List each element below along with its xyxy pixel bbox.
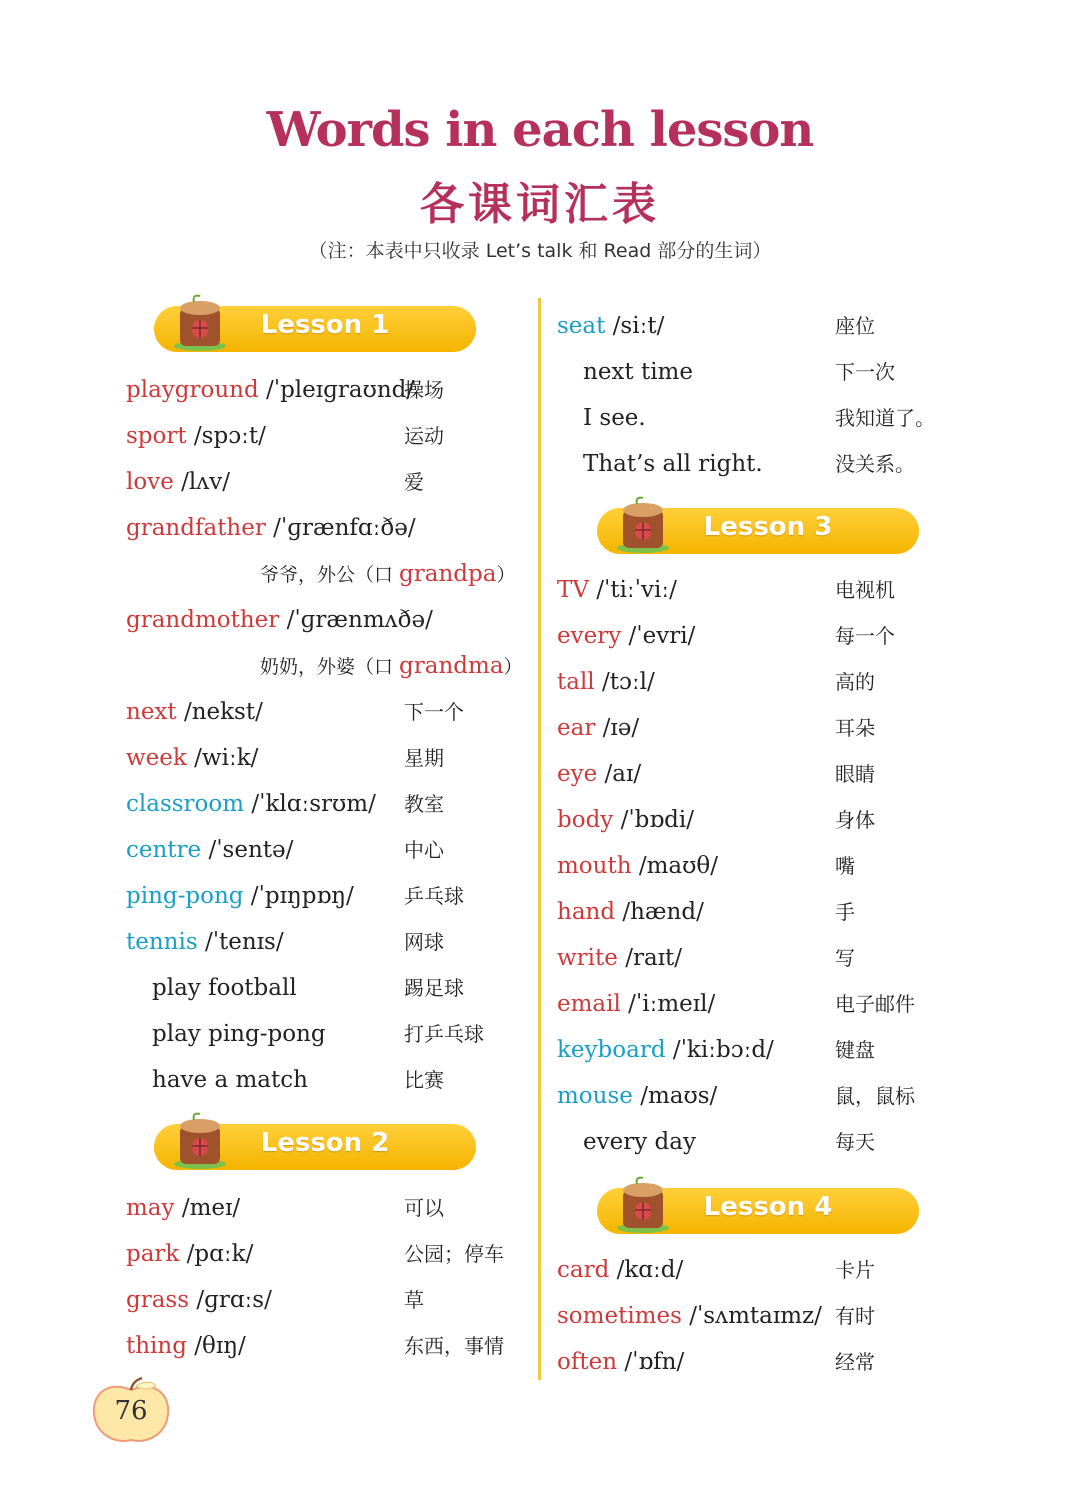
vocab-row — [126, 462, 230, 502]
vocab-meaning: 手 — [835, 900, 855, 924]
vocab-meaning: 下一次 — [835, 360, 895, 384]
vocab-meaning: 可以 — [404, 1196, 444, 1220]
vocab-row — [126, 416, 266, 456]
phrase-text: have a match — [152, 1067, 308, 1093]
phrase-text: play football — [152, 975, 297, 1001]
vocab-phonetic: /ɪə/ — [595, 715, 640, 741]
vocab-phonetic: /ˈevri/ — [621, 623, 696, 649]
lesson-3-title: Lesson 3 — [703, 512, 833, 542]
vocab-row — [557, 1342, 684, 1382]
meaning-text: 爷爷，外公（口 — [260, 564, 400, 586]
vocab-meaning: 经常 — [835, 1350, 875, 1374]
lesson-2-title: Lesson 2 — [260, 1128, 390, 1158]
vocab-phonetic: /ˈbɒdi/ — [613, 807, 694, 833]
vocab-meaning: 鼠，鼠标 — [835, 1084, 915, 1108]
vocab-phonetic: /ˈtiːˈviː/ — [588, 577, 677, 603]
vocab-word: playground — [126, 377, 259, 403]
vocab-word: mouse — [557, 1083, 633, 1109]
lesson-1-banner — [154, 300, 476, 346]
vocab-meaning: 网球 — [404, 930, 444, 954]
vocab-word: grass — [126, 1287, 190, 1313]
vocab-phonetic: /wiːk/ — [186, 745, 259, 771]
vocab-word: thing — [126, 1333, 187, 1359]
vocab-phonetic: /tɔːl/ — [594, 669, 655, 695]
column-divider — [538, 298, 541, 1380]
vocab-phonetic: /ɡrɑːs/ — [189, 1287, 272, 1313]
meaning-text: 奶奶，外婆（口 — [260, 656, 400, 678]
vocab-meaning: 键盘 — [835, 1038, 875, 1062]
vocab-word: love — [126, 469, 174, 495]
vocab-phonetic: /hænd/ — [615, 899, 704, 925]
vocab-word: eye — [557, 761, 598, 787]
vocab-word: keyboard — [557, 1037, 666, 1063]
vocab-meaning: 操场 — [404, 378, 444, 402]
vocab-word: seat — [557, 313, 606, 339]
vocab-phonetic: /meɪ/ — [174, 1195, 241, 1221]
meaning-text: ） — [503, 656, 523, 678]
vocab-word: card — [557, 1257, 610, 1283]
vocab-phonetic: /spɔːt/ — [186, 423, 266, 449]
vocab-meaning: 卡片 — [835, 1258, 875, 1282]
page-note: （注：本表中只收录 Let’s talk 和 Read 部分的生词） — [308, 240, 772, 262]
colloquial-word: grandpa — [399, 561, 497, 587]
vocab-word: often — [557, 1349, 618, 1375]
page-title: Words in each lesson — [266, 102, 814, 158]
vocab-word: next — [126, 699, 177, 725]
phrase-text: I see. — [583, 405, 646, 431]
vocab-meaning: 乒乓球 — [404, 884, 464, 908]
vocab-row — [126, 508, 416, 548]
vocab-row — [126, 1326, 246, 1366]
vocab-meaning: 眼睛 — [835, 762, 875, 786]
vocab-phonetic: /maʊθ/ — [631, 853, 718, 879]
vocab-word: tall — [557, 669, 595, 695]
vocab-word: week — [126, 745, 187, 771]
vocab-phonetic: /ˈpleɪɡraʊnd/ — [258, 377, 415, 403]
vocab-phonetic: /ˈsentə/ — [201, 837, 294, 863]
vocab-row — [126, 1280, 272, 1320]
vocab-meaning: 打乒乓球 — [404, 1022, 484, 1046]
vocab-word: centre — [126, 837, 202, 863]
vocab-meaning: 座位 — [835, 314, 875, 338]
vocab-word: may — [126, 1195, 175, 1221]
vocab-phonetic: /aɪ/ — [597, 761, 642, 787]
vocab-meaning: 没关系。 — [835, 452, 915, 476]
vocab-row — [126, 830, 293, 870]
vocab-meaning: 每一个 — [835, 624, 895, 648]
vocab-row — [126, 1188, 240, 1228]
vocab-phonetic: /ˈɒfn/ — [617, 1349, 685, 1375]
vocab-phonetic: /maʊs/ — [632, 1083, 718, 1109]
vocab-row — [557, 846, 718, 886]
vocab-row — [126, 370, 414, 410]
vocab-word: body — [557, 807, 614, 833]
vocab-meaning: 东西，事情 — [404, 1334, 504, 1358]
vocab-phonetic: /pɑːk/ — [179, 1241, 254, 1267]
vocab-phonetic: /siːt/ — [605, 313, 665, 339]
vocab-phonetic: /θɪŋ/ — [186, 1333, 246, 1359]
vocab-row — [126, 692, 263, 732]
vocab-phonetic: /ˈiːmeɪl/ — [620, 991, 716, 1017]
vocab-row — [557, 570, 677, 610]
vocab-word: classroom — [126, 791, 245, 817]
vocab-row — [557, 892, 704, 932]
vocab-row — [126, 784, 376, 824]
vocab-phonetic: /kɑːd/ — [609, 1257, 684, 1283]
vocab-phonetic: /ˈtenɪs/ — [197, 929, 284, 955]
vocab-phonetic: /lʌv/ — [173, 469, 230, 495]
vocab-meaning: 比赛 — [404, 1068, 444, 1092]
lesson-4-banner — [597, 1182, 919, 1228]
vocab-meaning: 我知道了。 — [835, 406, 935, 430]
vocab-word: sport — [126, 423, 187, 449]
vocab-row — [557, 1250, 683, 1290]
vocab-row — [126, 922, 284, 962]
vocab-meaning: 星期 — [404, 746, 444, 770]
vocab-row — [557, 708, 639, 748]
vocab-meaning: 耳朵 — [835, 716, 875, 740]
vocab-row — [557, 1030, 774, 1070]
page-number: 76 — [114, 1396, 148, 1426]
phrase-text: play ping-pong — [152, 1021, 326, 1047]
vocab-word: ping-pong — [126, 883, 244, 909]
vocab-meaning — [260, 646, 523, 687]
vocab-row — [126, 600, 433, 640]
vocab-row — [557, 662, 655, 702]
vocab-meaning — [260, 554, 515, 595]
vocab-row — [557, 984, 715, 1024]
vocab-word: TV — [557, 577, 589, 603]
vocab-word: ear — [557, 715, 596, 741]
vocab-phonetic: /raɪt/ — [617, 945, 683, 971]
lesson-4-title: Lesson 4 — [703, 1192, 833, 1222]
vocab-row — [557, 306, 664, 346]
vocab-meaning: 下一个 — [404, 700, 464, 724]
lesson-1-title: Lesson 1 — [260, 310, 390, 340]
vocab-row — [557, 1296, 822, 1336]
vocab-row — [126, 1234, 253, 1274]
vocab-meaning: 运动 — [404, 424, 444, 448]
vocab-meaning: 每天 — [835, 1130, 875, 1154]
vocab-meaning: 中心 — [404, 838, 444, 862]
phrase-text: That’s all right. — [583, 451, 763, 477]
meaning-text: ） — [496, 564, 516, 586]
vocab-word: tennis — [126, 929, 198, 955]
vocab-word: park — [126, 1241, 180, 1267]
phrase-text: next time — [583, 359, 693, 385]
vocab-meaning: 公园；停车 — [404, 1242, 504, 1266]
vocab-row — [557, 616, 695, 656]
page-number-badge — [88, 1376, 174, 1446]
vocab-meaning: 草 — [404, 1288, 424, 1312]
vocab-row — [557, 754, 641, 794]
vocab-meaning: 高的 — [835, 670, 875, 694]
colloquial-word: grandma — [399, 653, 504, 679]
vocab-meaning: 爱 — [404, 470, 424, 494]
vocab-word: hand — [557, 899, 616, 925]
vocab-meaning: 电子邮件 — [835, 992, 915, 1016]
vocab-row — [126, 738, 258, 778]
vocab-word: grandmother — [126, 607, 280, 633]
vocab-word: grandfather — [126, 515, 266, 541]
vocab-phonetic: /ˈklɑːsrʊm/ — [244, 791, 376, 817]
vocab-meaning: 身体 — [835, 808, 875, 832]
vocab-meaning: 有时 — [835, 1304, 875, 1328]
vocab-meaning: 嘴 — [835, 854, 855, 878]
vocab-row — [557, 1076, 717, 1116]
vocab-phonetic: /ˈɡrænmʌðə/ — [279, 607, 433, 633]
vocab-phonetic: /ˈkiːbɔːd/ — [665, 1037, 774, 1063]
vocab-word: every — [557, 623, 622, 649]
vocab-meaning: 教室 — [404, 792, 444, 816]
vocab-meaning: 写 — [835, 946, 855, 970]
vocab-meaning: 电视机 — [835, 578, 895, 602]
vocab-word: mouth — [557, 853, 632, 879]
vocab-phonetic: /ˈsʌmtaɪmz/ — [681, 1303, 822, 1329]
vocab-phonetic: /ˈpɪŋpɒŋ/ — [243, 883, 354, 909]
phrase-text: every day — [583, 1129, 696, 1155]
lesson-3-banner — [597, 502, 919, 548]
vocab-word: sometimes — [557, 1303, 682, 1329]
vocab-row — [557, 938, 682, 978]
vocab-phonetic: /nekst/ — [176, 699, 263, 725]
vocab-row — [557, 800, 694, 840]
page-subtitle: 各课词汇表 — [420, 179, 660, 230]
vocab-word: email — [557, 991, 621, 1017]
vocab-meaning: 踢足球 — [404, 976, 464, 1000]
vocab-row — [126, 876, 354, 916]
vocab-phonetic: /ˈɡrænfɑːðə/ — [265, 515, 416, 541]
lesson-2-banner — [154, 1118, 476, 1164]
vocab-word: write — [557, 945, 618, 971]
